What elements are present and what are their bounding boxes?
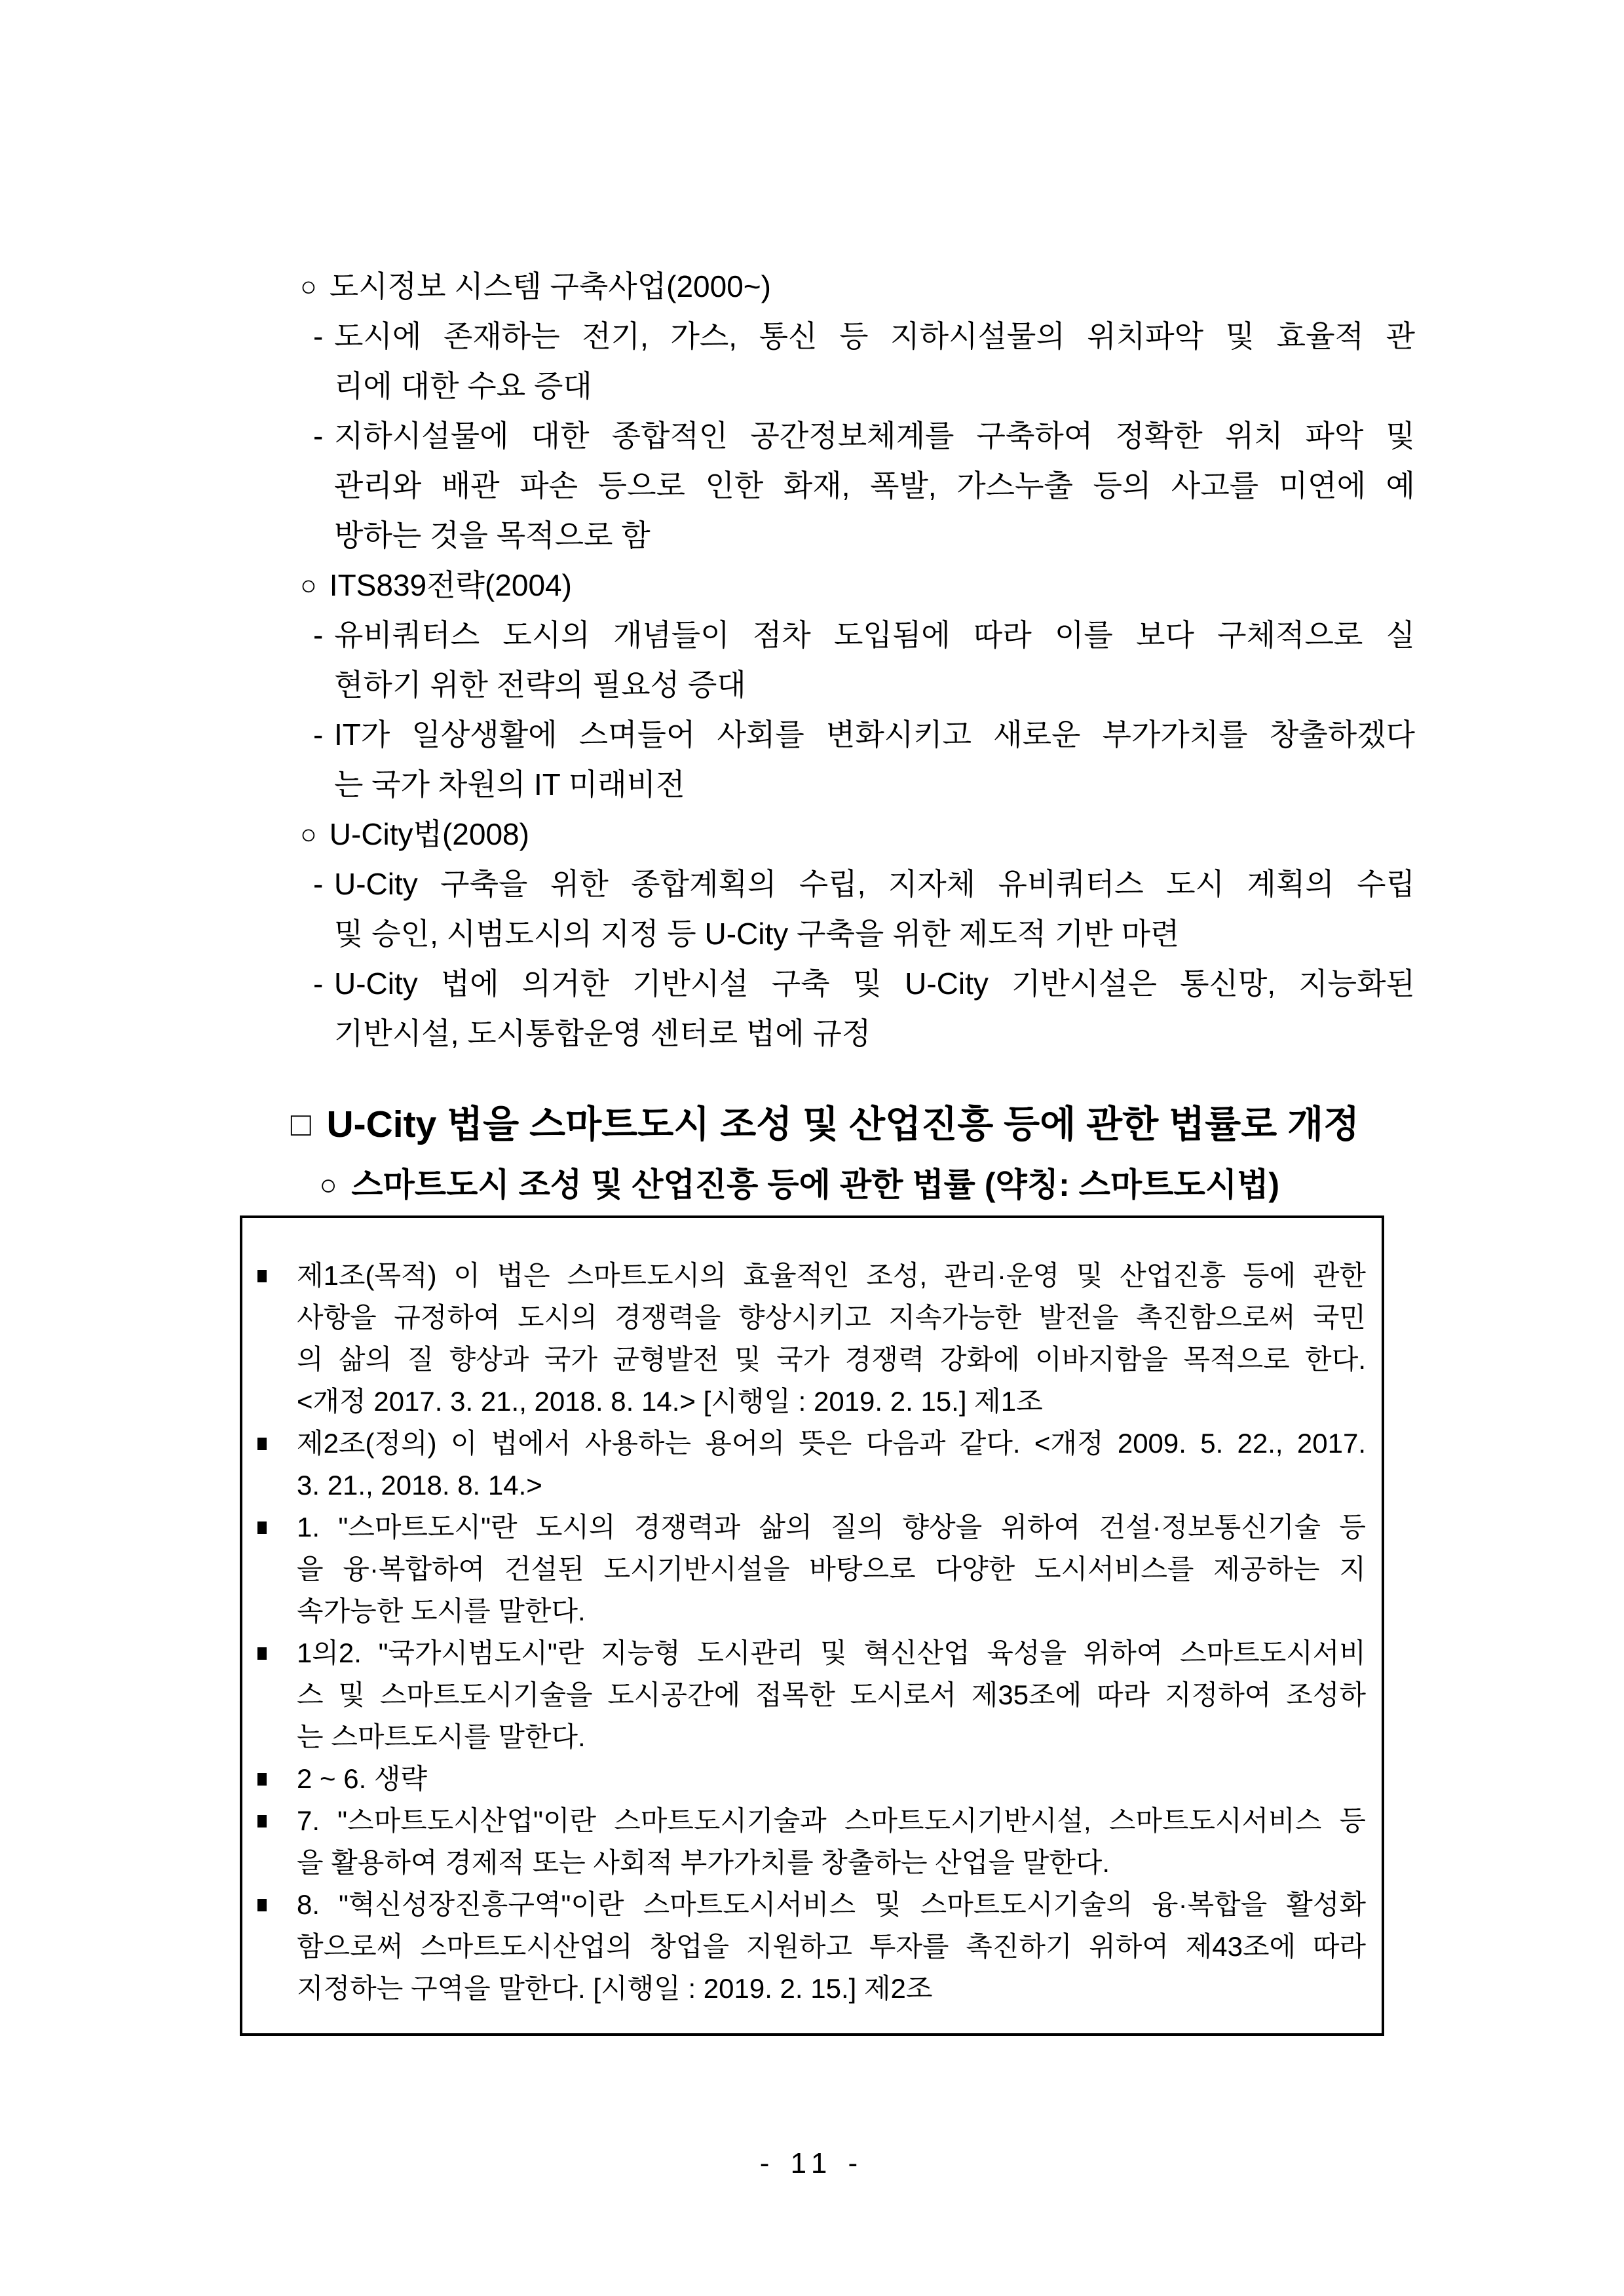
history-item-title: 도시정보 시스템 구축사업(2000~) xyxy=(329,269,771,303)
dash-bullet-icon: - xyxy=(313,718,324,752)
law-text-line: 의 삶의 질 향상과 국가 균형발전 및 국가 경쟁력 강화에 이바지함을 목적으로 한다. xyxy=(297,1344,1366,1375)
history-text-line: 지하시설물에 대한 종합적인 공간정보체계를 구축하여 정확한 위치 파악 및 xyxy=(334,419,1415,453)
history-text-line: 방하는 것을 목적으로 함 xyxy=(334,518,651,552)
circle-bullet-icon: ○ xyxy=(300,569,317,601)
history-item xyxy=(313,859,1415,959)
law-article-item xyxy=(297,1632,1366,1758)
law-article-item xyxy=(297,1800,1366,1884)
law-article-item xyxy=(297,1506,1366,1632)
dash-bullet-icon: - xyxy=(313,419,324,453)
square-list-bullet-icon xyxy=(257,1815,267,1827)
square-list-bullet-icon xyxy=(257,1647,267,1660)
history-text-line: 관리와 배관 파손 등으로 인한 화재, 폭발, 가스누출 등의 사고를 미연에 예 xyxy=(334,469,1415,503)
history-item xyxy=(299,809,1415,859)
law-text-line: 제1조(목적) 이 법은 스마트도시의 효율적인 조성, 관리·운영 및 산업진흥 등에 관한 xyxy=(297,1260,1366,1291)
circle-bullet-icon: ○ xyxy=(300,818,317,850)
law-text-line: 1의2. "국가시범도시"란 지능형 도시관리 및 혁신산업 육성을 위하여 스마트도시서비 xyxy=(297,1637,1366,1668)
history-text-line: 리에 대한 수요 증대 xyxy=(334,369,592,403)
law-text-line: 사항을 규정하여 도시의 경쟁력을 향상시키고 지속가능한 발전을 촉진함으로써 국민 xyxy=(297,1302,1366,1333)
history-text-line: 기반시설, 도시통합운영 센터로 법에 규정 xyxy=(334,1016,871,1050)
history-text-line: IT가 일상생활에 스며들어 사회를 변화시키고 새로운 부가가치를 창출하겠다 xyxy=(334,718,1415,752)
policy-history-section xyxy=(0,261,1624,1058)
history-item xyxy=(313,610,1415,710)
law-article-item xyxy=(297,1758,1366,1800)
history-item xyxy=(313,710,1415,809)
circle-bullet-icon: ○ xyxy=(319,1168,337,1202)
law-text-line: 8. "혁신성장진흥구역"이란 스마트도시서비스 및 스마트도시기술의 융·복합을 활성화 xyxy=(297,1889,1366,1920)
history-text-line: 유비쿼터스 도시의 개념들이 점차 도입됨에 따라 이를 보다 구체적으로 실 xyxy=(334,618,1415,652)
law-article-item xyxy=(297,1884,1366,2010)
history-text-line: 및 승인, 시범도시의 지정 등 U-City 구축을 위한 제도적 기반 마련 xyxy=(334,917,1180,951)
revision-heading-text: U-City 법을 스마트도시 조성 및 산업진흥 등에 관한 법률로 개정 xyxy=(326,1103,1360,1145)
law-text-line: 제2조(정의) 이 법에서 사용하는 용어의 뜻은 다음과 같다. <개정 2009. 5. 22., 2017. xyxy=(297,1428,1366,1459)
law-title-heading xyxy=(318,1157,1465,1212)
law-title-text: 스마트도시 조성 및 산업진흥 등에 관한 법률 (약칭: 스마트도시법) xyxy=(351,1166,1280,1203)
dash-bullet-icon: - xyxy=(313,319,324,353)
history-item-title: ITS839전략(2004) xyxy=(329,568,572,602)
history-text-line: 는 국가 차원의 IT 미래비전 xyxy=(334,767,685,801)
law-text-line: 을 융·복합하여 건설된 도시기반시설을 바탕으로 다양한 도시서비스를 제공하는 지 xyxy=(297,1554,1366,1584)
page-number: - 11 - xyxy=(759,2147,865,2179)
law-text-line: 7. "스마트도시산업"이란 스마트도시기술과 스마트도시기반시설, 스마트도시서비스 등 xyxy=(297,1805,1366,1836)
history-item xyxy=(313,311,1415,411)
law-text-line: 1. "스마트도시"란 도시의 경쟁력과 삶의 질의 향상을 위하여 건설·정보통신기술 등 xyxy=(297,1512,1366,1542)
history-text-line: 현하기 위한 전략의 필요성 증대 xyxy=(334,668,746,702)
square-list-bullet-icon xyxy=(257,1899,267,1911)
history-text-line: U-City 구축을 위한 종합계획의 수립, 지자체 유비쿼터스 도시 계획의 수립 xyxy=(334,867,1415,901)
square-bullet-icon: □ xyxy=(290,1105,311,1143)
law-text-line: 지정하는 구역을 말한다. [시행일 : 2019. 2. 15.] 제2조 xyxy=(297,1973,933,2004)
circle-bullet-icon: ○ xyxy=(300,271,317,302)
square-list-bullet-icon xyxy=(257,1438,267,1450)
law-text-line: 2 ~ 6. 생략 xyxy=(297,1763,428,1794)
law-article-item xyxy=(297,1423,1366,1506)
law-text-line: 함으로써 스마트도시산업의 창업을 지원하고 투자를 촉진하기 위하여 제43조에 따라 xyxy=(297,1931,1366,1962)
square-list-bullet-icon xyxy=(257,1270,267,1282)
revision-heading xyxy=(290,1096,1462,1153)
history-item xyxy=(299,261,1415,311)
law-quote-box xyxy=(240,1215,1384,2036)
law-text-line: 속가능한 도시를 말한다. xyxy=(297,1596,586,1626)
law-text-line: 는 스마트도시를 말한다. xyxy=(297,1721,586,1752)
square-list-bullet-icon xyxy=(257,1773,267,1786)
history-item xyxy=(299,560,1415,610)
law-text-line: <개정 2017. 3. 21., 2018. 8. 14.> [시행일 : 2019. 2. 15.] 제1조 xyxy=(297,1386,1043,1417)
history-text-line: 도시에 존재하는 전기, 가스, 통신 등 지하시설물의 위치파악 및 효율적 관 xyxy=(334,319,1415,353)
history-text-line: U-City 법에 의거한 기반시설 구축 및 U-City 기반시설은 통신망, 지능화된 xyxy=(334,966,1415,1001)
dash-bullet-icon: - xyxy=(313,618,324,652)
law-text-line: 스 및 스마트도시기술을 도시공간에 접목한 도시로서 제35조에 따라 지정하여 조성하 xyxy=(297,1679,1366,1710)
history-item xyxy=(313,411,1415,560)
history-item-title: U-City법(2008) xyxy=(329,817,529,851)
square-list-bullet-icon xyxy=(257,1521,267,1534)
law-article-item xyxy=(297,1255,1366,1423)
law-text-line: 을 활용하여 경제적 또는 사회적 부가가치를 창출하는 산업을 말한다. xyxy=(297,1847,1110,1878)
history-item xyxy=(313,959,1415,1058)
dash-bullet-icon: - xyxy=(313,867,324,901)
law-text-line: 3. 21., 2018. 8. 14.> xyxy=(297,1470,542,1501)
dash-bullet-icon: - xyxy=(313,966,324,1001)
